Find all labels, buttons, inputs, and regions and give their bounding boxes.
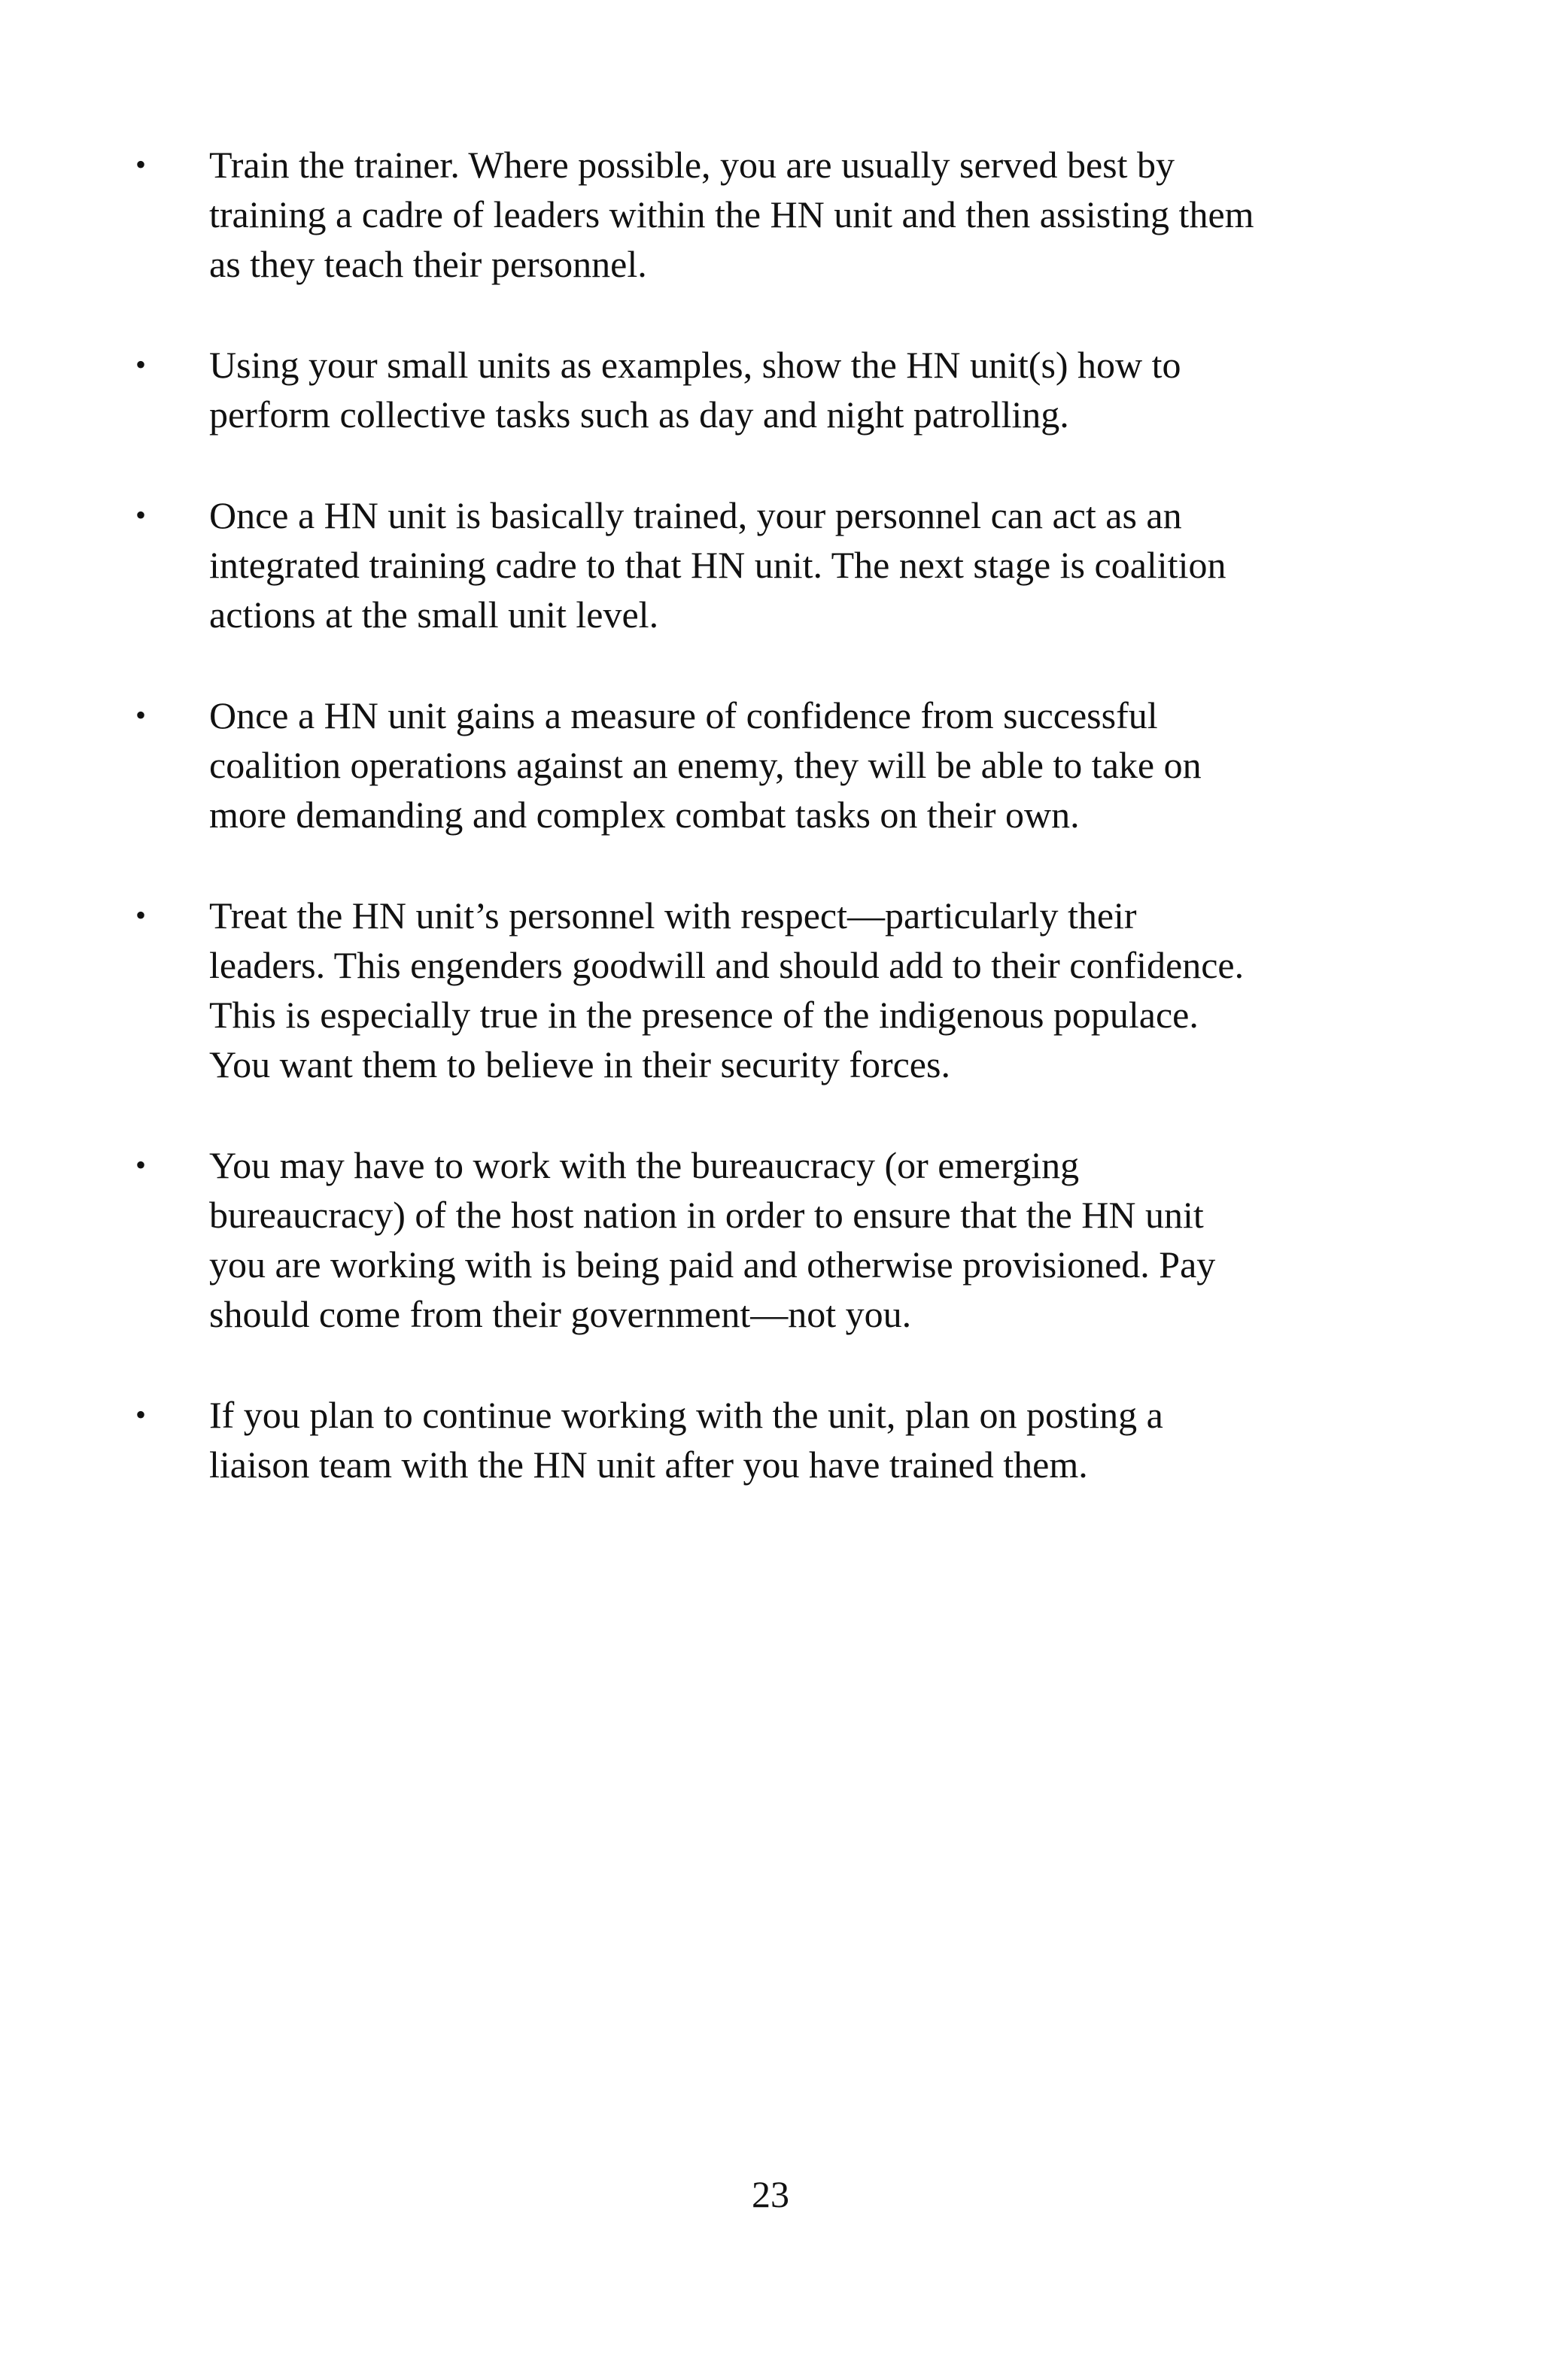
bullet-icon: • [135, 348, 147, 381]
text-line: as they teach their personnel. [209, 243, 647, 285]
text-line: Train the trainer. Where possible, you are usually served best by [209, 144, 1175, 186]
list-item [135, 1390, 1415, 1489]
page-number: 23 [752, 2173, 789, 2215]
text-line: perform collective tasks such as day and night patrolling. [209, 393, 1069, 436]
text-line: Once a HN unit gains a measure of confidence from successful [209, 694, 1158, 736]
list-item [135, 891, 1415, 1089]
text-line: liaison team with the HN unit after you have trained them. [209, 1443, 1088, 1486]
text-line: Using your small units as examples, show the HN unit(s) how to [209, 344, 1181, 386]
list-item [135, 1140, 1415, 1339]
text-line: should come from their government—not you. [209, 1293, 912, 1335]
text-line: bureaucracy) of the host nation in order to ensure that the HN unit [209, 1194, 1204, 1236]
bullet-icon: • [135, 1398, 147, 1431]
bullet-icon: • [135, 1148, 147, 1182]
bullet-icon: • [135, 498, 147, 532]
text-line: you are working with is being paid and otherwise provisioned. Pay [209, 1243, 1216, 1286]
text-line: If you plan to continue working with the unit, plan on posting a [209, 1394, 1163, 1436]
list-item [135, 340, 1415, 439]
text-line: actions at the small unit level. [209, 593, 659, 636]
list-item [135, 140, 1415, 289]
bullet-list [135, 140, 1415, 1541]
text-line: leaders. This engenders goodwill and should add to their confidence. [209, 944, 1245, 986]
text-line: You want them to believe in their security forces. [209, 1043, 950, 1085]
text-line: This is especially true in the presence of the indigenous populace. [209, 994, 1199, 1036]
bullet-icon: • [135, 147, 147, 181]
list-item [135, 691, 1415, 839]
text-line: more demanding and complex combat tasks on their own. [209, 794, 1080, 836]
text-line: Treat the HN unit’s personnel with respect—particularly their [209, 894, 1137, 937]
text-line: training a cadre of leaders within the HN unit and then assisting them [209, 193, 1254, 235]
bullet-icon: • [135, 698, 147, 732]
text-line: integrated training cadre to that HN unit. The next stage is coalition [209, 544, 1226, 586]
bullet-icon: • [135, 898, 147, 932]
text-line: coalition operations against an enemy, they will be able to take on [209, 744, 1202, 786]
text-line: You may have to work with the bureaucracy (or emerging [209, 1144, 1080, 1186]
text-line: Once a HN unit is basically trained, your personnel can act as an [209, 494, 1182, 536]
list-item [135, 490, 1415, 639]
